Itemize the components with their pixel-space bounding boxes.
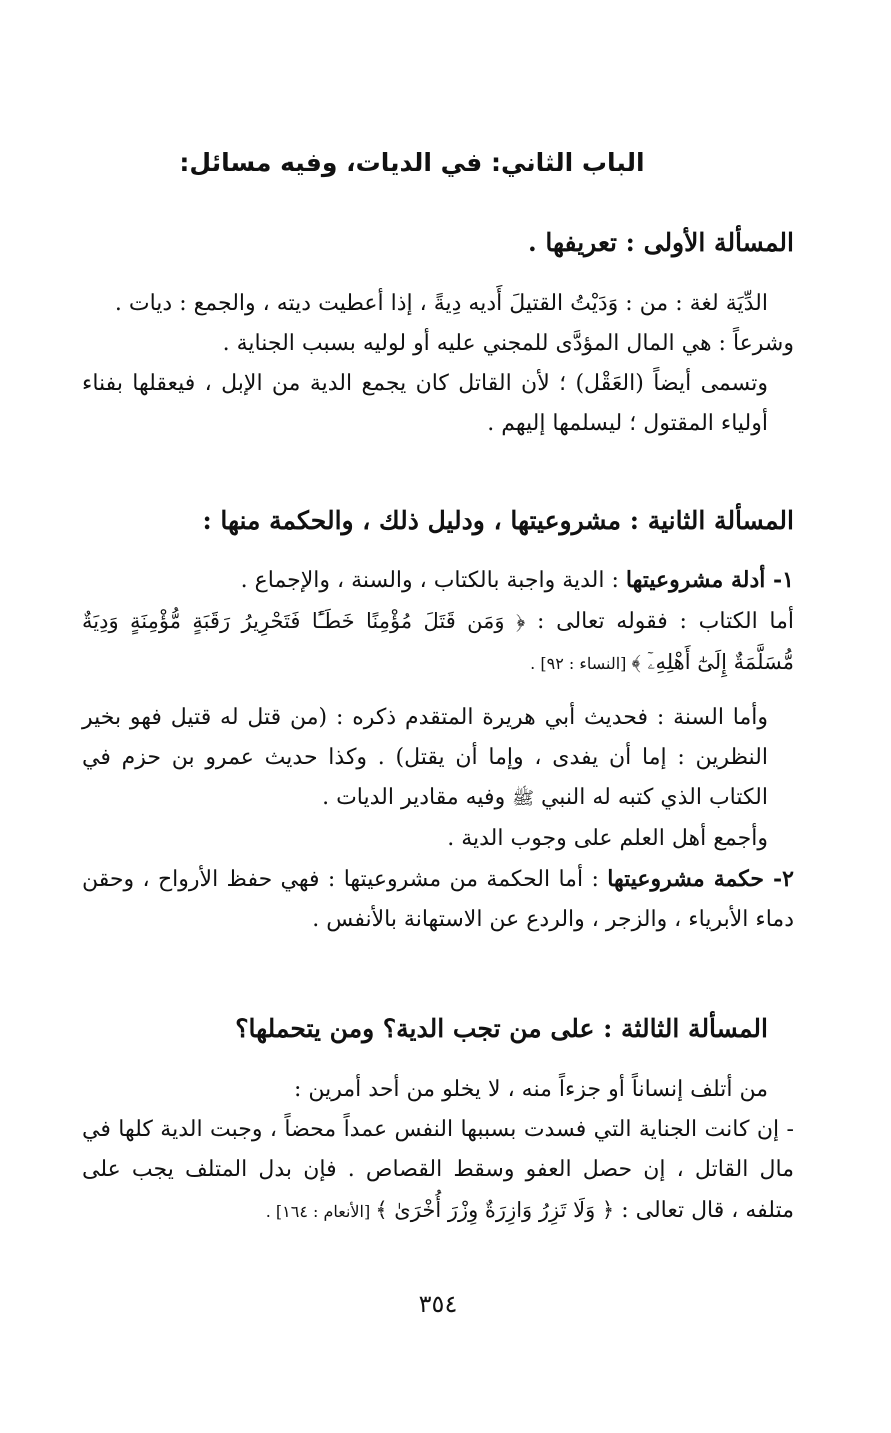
ijma-paragraph: وأجمع أهل العلم على وجوب الدية . bbox=[447, 826, 768, 851]
sunnah-paragraph bbox=[82, 698, 794, 819]
section-1-body bbox=[82, 284, 794, 444]
section-1 bbox=[82, 222, 794, 264]
definition-linguistic: الدِّيَة لغة : من : وَدَيْتُ القتيلَ أَديه دِيةً ، إذا أعطيت ديته ، والجمع : ديات . bbox=[114, 291, 768, 316]
liability-text: - إن كانت الجناية التي فسدت بسببها النفس عمداً محضاً ، وجبت الدية كلها في مال القاتل ، إن حصل العفو وسقط القصاص . فإن بدل المتلف يجب على متلفه ، قال تعالى : bbox=[82, 1117, 794, 1223]
wisdom-paragraph bbox=[82, 859, 794, 940]
evidence-text: : الدية واجبة بالكتاب ، والسنة ، والإجماع . bbox=[240, 568, 626, 593]
sunnah-text-1: وأما السنة : فحديث أبي هريرة المتقدم ذكره : (من قتل له قتيل فهو بخير النظرين : إما أن يفدى ، وإما أن يقتل) . وكذا حديث عمرو بن حزم في الكتاب الذي كتبه له النبي bbox=[82, 705, 768, 810]
sunnah-text-2: وفيه مقادير الديات . bbox=[322, 785, 513, 810]
evidence-label: ١- أدلة مشروعيتها bbox=[625, 567, 794, 593]
definition-aql: وتسمى أيضاً (العَقْل) ؛ لأن القاتل كان يجمع الدية من الإبل ، فيعقلها بفناء أولياء المقتول ؛ ليسلمها إليهم . bbox=[82, 371, 768, 436]
verse-reference-anam: [الأنعام : ١٦٤] . bbox=[265, 1202, 376, 1221]
chapter-title: الباب الثاني: في الديات، وفيه مسائل: bbox=[179, 148, 645, 177]
kitab-intro: أما الكتاب : فقوله تعالى : bbox=[525, 609, 795, 634]
page-number: ٣٥٤ bbox=[418, 1290, 458, 1318]
section-1-heading: المسألة الأولى : تعريفها . bbox=[528, 228, 794, 257]
section-3-heading: المسألة الثالثة : على من تجب الدية؟ ومن يتحملها؟ bbox=[235, 1014, 768, 1043]
section-2-heading: المسألة الثانية : مشروعيتها ، ودليل ذلك ، والحكمة منها : bbox=[202, 506, 794, 535]
verse-reference-nisa: [النساء : ٩٢] . bbox=[530, 654, 632, 673]
liability-intro: من أتلف إنساناً أو جزءاً منه ، لا يخلو من أحد أمرين : bbox=[293, 1077, 768, 1102]
liability-intentional bbox=[82, 1110, 794, 1232]
wisdom-label: ٢- حكمة مشروعيتها bbox=[607, 866, 794, 892]
section-2-body bbox=[82, 560, 794, 940]
section-3-body bbox=[82, 1070, 794, 1232]
quran-verse-anam: ﴿ وَلَا تَزِرُ وَازِرَةٌ وِزْرَ أُخْرَىٰ ﴾ bbox=[375, 1198, 615, 1222]
definition-legal: وشرعاً : هي المال المؤدَّى للمجني عليه أو لوليه بسبب الجناية . bbox=[222, 331, 794, 356]
kitab-paragraph bbox=[82, 601, 794, 684]
quran-verse-nisa: ﴿ وَمَن قَتَلَ مُؤْمِنًا خَطَـًٔا فَتَحْرِيرُ رَقَبَةٍ مُّؤْمِنَةٍ وَدِيَةٌ مُّسَلَّمَةٌ إِلَىٰٓ أَهْلِهِۦٓ ﴾ bbox=[82, 609, 794, 674]
section-2 bbox=[82, 500, 794, 542]
salawat-glyph: ﷺ bbox=[512, 788, 534, 809]
wisdom-text: : أما الحكمة من مشروعيتها : فهي حفظ الأرواح ، وحقن دماء الأبرياء ، والزجر ، والردع عن الاستهانة بالأنفس . bbox=[82, 867, 794, 932]
section-3 bbox=[82, 1008, 794, 1050]
evidence-paragraph bbox=[82, 560, 794, 601]
